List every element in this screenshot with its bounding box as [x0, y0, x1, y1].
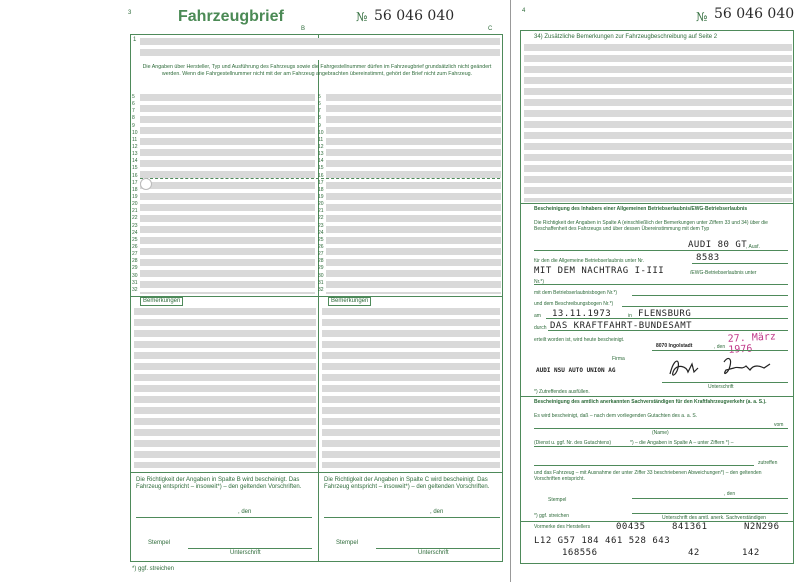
row-number: 31 — [318, 279, 324, 286]
row-number: 31 — [132, 279, 138, 286]
row-number: 26 — [318, 244, 324, 250]
nachtrag-text: MIT DEM NACHTRAG I-III — [534, 266, 665, 276]
sach-line-1 — [534, 428, 788, 429]
row-number: 17 — [132, 179, 138, 186]
row-number: 25 — [132, 236, 138, 243]
streichen-note: *) ggf. streichen — [534, 513, 570, 519]
row-number: 20 — [318, 201, 324, 208]
right-page — [512, 0, 800, 582]
cert-divider — [520, 203, 794, 204]
row-number: 7 — [132, 108, 135, 115]
row-number: 29 — [318, 265, 324, 272]
company-name: AUDI NSU AUTO UNION AG — [536, 367, 616, 374]
sach-sig-label: Unterschrift des amtl. anerk. Sachverständigen — [662, 515, 766, 521]
row-number: 14 — [132, 158, 138, 165]
row-number: 19 — [318, 194, 324, 200]
vormerke-label: Vormerke des Herstellers — [534, 524, 591, 530]
confirm-c-text: Die Richtigkeit der Angaben in Spalte C wird bescheinigt. Das Fahrzeug entspricht – insoweit*) – den geltenden Vorschriften. — [324, 477, 490, 490]
am-line — [546, 318, 788, 319]
row-number: 29 — [132, 265, 138, 272]
firma-label: Firma — [612, 356, 625, 362]
confirm-c-unterschrift: Unterschrift — [418, 550, 449, 556]
remarks-b-label: Bemerkungen — [140, 297, 183, 306]
confirm-c-den: , den — [430, 509, 444, 515]
model-line — [534, 250, 788, 251]
cert-text: Die Richtigkeit der Angaben in Spalte A (einschließlich der Bemerkungen unter Ziffern 33 und 34) über die Beschaffenheit des Fahrzeugs und über dessen Übereinstimmung mit dem Typ — [534, 220, 768, 232]
spalte-text: *) – die Angaben in Spalte A – unter Ziffern *) – — [630, 440, 734, 446]
row-number: 6 — [318, 101, 321, 108]
code-a: 00435 — [616, 522, 646, 532]
in-label: in — [628, 313, 632, 319]
serial-prefix-left: № — [356, 10, 368, 24]
code-line-2: L12 G57 184 461 528 643 — [534, 536, 671, 546]
left-page-number: 3 — [128, 10, 132, 16]
remarks-34-lines — [524, 44, 792, 202]
code-line-3c: 142 — [742, 548, 760, 558]
row-number: 32 — [318, 286, 324, 293]
column-b-label: B — [301, 26, 306, 32]
code-b: 841361 — [672, 522, 708, 532]
confirm-b-text: Die Richtigkeit der Angaben in Spalte B wird bescheinigt. Das Fahrzeug entspricht – insoweit*) – den geltenden Vorschriften. — [136, 477, 302, 490]
row-number: 17 — [318, 179, 324, 186]
remarks-c-label: Bemerkungen — [328, 297, 371, 306]
row-number: 16 — [318, 172, 324, 179]
row-number: 18 — [318, 186, 324, 193]
vom-label: vom — [774, 422, 784, 428]
place-stamp: 8070 Ingolstadt — [656, 343, 693, 349]
row-number: 21 — [318, 208, 324, 215]
right-page-number: 4 — [522, 8, 526, 14]
serial-number-left: 56 046 040 — [374, 8, 455, 24]
row-number: 23 — [318, 222, 324, 229]
mfr-sig-line — [662, 382, 788, 383]
date-line — [652, 350, 788, 351]
row-number: 22 — [132, 215, 138, 222]
row-number: 19 — [132, 194, 138, 200]
row-number: 9 — [318, 122, 321, 129]
abe-label: für den die Allgemeine Betriebserlaubnis unter Nr. — [534, 258, 645, 264]
beschr-label: und dem Beschreibungsbogen Nr.*) — [534, 301, 614, 307]
vehicle-model: AUDI 80 GT — [688, 240, 748, 250]
sach-heading: Bescheinigung des amtlich anerkannten Sachverständigen für den Kraftfahrzeugverkehr (a. a. S.). — [534, 399, 767, 405]
date-stamp: 27. März 1976 — [727, 331, 777, 356]
manufacturer-signature — [664, 354, 786, 382]
den2-label: , den — [724, 491, 736, 497]
row-number: 13 — [132, 151, 138, 158]
durch-line — [548, 330, 788, 331]
sach-line-2 — [534, 446, 788, 447]
row-number: 21 — [132, 208, 138, 215]
row-number: 28 — [318, 258, 324, 265]
row-number: 25 — [318, 236, 324, 243]
row-number: 32 — [132, 286, 138, 293]
sach-text: Es wird bescheinigt, daß – nach dem vorliegenden Gutachten des a. a. S. — [534, 413, 698, 419]
page-gutter — [510, 0, 511, 582]
confirm-b-den-line — [136, 517, 312, 518]
row-number: 20 — [132, 201, 138, 208]
row-number: 8 — [318, 115, 321, 122]
row-number: 10 — [318, 129, 324, 136]
column-c-fields — [326, 94, 501, 294]
row-number: 9 — [132, 122, 135, 129]
notice-text: Die Angaben über Hersteller, Typ und Ausführung des Fahrzeugs sowie die Fahrgestellnummer dürfen im Fahrzeugbrief grundsätzlich nicht geändert werden. Wenn die Fahrgestellnummer nicht mit der am Fahrzeug angebrachten übereinstimmt, gehört der Brief nicht zum Fahrzeug. — [142, 64, 492, 77]
confirm-b-sig-line — [188, 548, 312, 549]
ewg-label: /EWG-Betriebserlaubnis unter — [690, 270, 757, 276]
row-number: 5 — [318, 94, 321, 100]
sach-stempel: Stempel — [548, 497, 567, 503]
bogen-line — [632, 295, 788, 296]
confirm-c-stempel: Stempel — [336, 540, 359, 546]
confirm-b-unterschrift: Unterschrift — [230, 550, 261, 556]
row-number: 24 — [132, 229, 138, 236]
serial-number-right: 56 046 040 — [714, 6, 795, 22]
code-line-3b: 42 — [688, 548, 700, 558]
confirm-b-stempel: Stempel — [148, 540, 171, 546]
confirm-b-den: , den — [238, 509, 252, 515]
mfr-sig-label: Unterschrift — [708, 384, 734, 390]
zutreffen-label: zutreffen — [758, 460, 778, 466]
serial-prefix-right: № — [696, 10, 708, 24]
nr-label: Nr.*) — [534, 279, 544, 285]
code-line-3a: 168556 — [562, 548, 598, 558]
remarks-c-lines — [322, 308, 500, 468]
row-number: 22 — [318, 215, 324, 222]
remarks-b-lines — [134, 308, 316, 468]
row-number: 15 — [318, 165, 324, 172]
confirm-c-den-line — [324, 517, 500, 518]
confirm-divider — [130, 472, 503, 473]
erteilt-text: erteilt worden ist, wird heute bescheinigt. — [534, 337, 625, 343]
am-date: 13.11.1973 — [552, 309, 612, 319]
row-number: 28 — [132, 258, 138, 265]
row-number: 30 — [318, 272, 324, 279]
column-b-fields — [140, 94, 315, 294]
left-footnote: *) ggf. streichen — [132, 566, 175, 572]
left-page — [118, 0, 505, 582]
row-number: 11 — [318, 136, 324, 143]
dienst-label: (Dienst u. ggf. Nr. des Gutachtens) — [534, 440, 611, 446]
abe-line — [692, 263, 788, 264]
row-number: 30 — [132, 272, 138, 279]
authority: DAS KRAFTFAHRT-BUNDESAMT — [550, 321, 693, 331]
field-1-number: 1 — [133, 37, 137, 43]
punch-hole-top — [140, 178, 152, 190]
abe-number: 8583 — [696, 253, 720, 263]
durch-label: durch — [534, 325, 547, 331]
nr-line — [534, 284, 788, 285]
row-number: 15 — [132, 165, 138, 172]
row-number: 18 — [132, 186, 138, 193]
zutreffendes-note: *) Zutreffendes ausfüllen. — [534, 389, 590, 395]
sach-divider — [520, 396, 794, 397]
row-number: 16 — [132, 172, 138, 179]
remarks-34-title: 34) Zusätzliche Bemerkungen zur Fahrzeugbeschreibung auf Seite 2 — [534, 34, 718, 40]
bogen-label: mit dem Betriebserlaubnisbogen Nr.*) — [534, 290, 618, 296]
row-number: 10 — [132, 129, 138, 136]
row-number: 14 — [318, 158, 324, 165]
city: FLENSBURG — [638, 309, 692, 319]
row-number: 13 — [318, 151, 324, 158]
row-number: 7 — [318, 108, 321, 115]
row-number: 11 — [132, 136, 138, 143]
ausf-label: , Ausf. — [746, 244, 760, 250]
row-number: 8 — [132, 115, 135, 122]
row-number: 27 — [132, 251, 138, 258]
row-number: 6 — [132, 101, 135, 108]
sach-den-line — [632, 498, 788, 499]
ausnahme-text: und das Fahrzeug – mit Ausnahme der unter Ziffer 33 beschriebenen Abweichungen*) – den geltenden Vorschriften entspricht. — [534, 470, 762, 482]
sach-sig-line — [632, 513, 788, 514]
cert-heading: Bescheinigung des Inhabers einer Allgemeinen Betriebserlaubnis/EWG-Betriebserlaubnis — [534, 206, 748, 212]
row-number: 24 — [318, 229, 324, 236]
row-number: 12 — [318, 144, 324, 150]
am-label: am — [534, 313, 541, 319]
row-number: 5 — [132, 94, 135, 100]
row-number: 23 — [132, 222, 138, 229]
field-1-lines — [140, 38, 500, 60]
beschr-line — [622, 306, 788, 307]
confirm-c-sig-line — [376, 548, 500, 549]
column-c-label: C — [488, 26, 493, 32]
den-label: , den — [714, 344, 726, 350]
row-number: 26 — [132, 244, 138, 250]
row-number: 27 — [318, 251, 324, 258]
name-label: (Name) — [652, 430, 669, 436]
document-title: Fahrzeugbrief — [178, 8, 284, 25]
row-number: 12 — [132, 144, 138, 150]
sach-line-3 — [534, 465, 754, 466]
code-c: N2N296 — [744, 522, 780, 532]
